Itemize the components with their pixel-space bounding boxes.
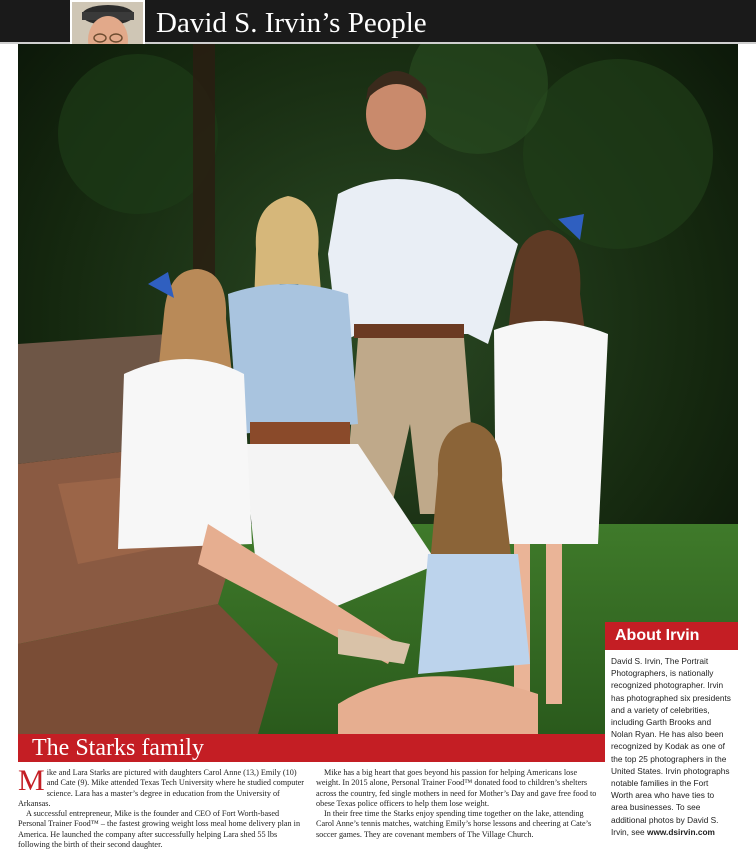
- about-irvin-body: [605, 650, 738, 838]
- about-irvin-website-link[interactable]: www.dsirvin.com: [646, 826, 715, 837]
- drop-cap: M: [18, 764, 45, 797]
- article-paragraph: In their free time the Starks enjoy spending time together on the lake, attending Carol Anne’s tennis matches, watching Emily’s horse lessons and cheering at Cate’s soccer games. They are covenant members of The Village Church.: [316, 809, 592, 839]
- caption-banner: [18, 734, 605, 762]
- article-paragraph: A successful entrepreneur, Mike is the founder and CEO of Fort Worth-based Personal Trainer Food™ – the fastest growing weight loss meal home delivery plan in America. He launched the company after successfully helping Lara shed 55 lbs following the birth of their second daughter.: [18, 809, 301, 850]
- article-paragraph-text: ike and Lara Starks are pictured with daughters Carol Anne (13,) Emily (10) and Cate (9). Mike attended Texas Tech University where he studied computer science. Lara has a master’s degree in education from the University of Arkansas.: [18, 768, 304, 808]
- caption-title: The Starks family: [32, 735, 204, 761]
- page-title: David S. Irvin’s People: [156, 7, 427, 39]
- about-irvin-heading: About Irvin: [605, 622, 738, 650]
- article-column-left: [18, 764, 306, 850]
- article-paragraph: Mike has a big heart that goes beyond his passion for helping Americans lose weight. In 2015 alone, Personal Trainer Food™ donated food to children’s shelters across the country, fed single mothers in need for Mother’s Day and gave free food to obese Texas police officers to help them lose weight.: [316, 768, 597, 808]
- article-body: [18, 764, 605, 864]
- about-irvin-text: David S. Irvin, The Portrait Photographers, is nationally recognized photographer. Irvin has photographed six presidents and a variety of celebrities, including Garth Brooks and Nolan Ryan. He has also been recognized by Kodak as one of the top 25 photographers in the United States. Irvin photographs notable families in the Fort Worth area who have ties to area businesses. To see additional photos by David S. Irvin, see: [611, 656, 731, 837]
- article-column-right: [316, 768, 602, 840]
- article-paragraph: [18, 764, 306, 809]
- about-irvin-sidebar: [605, 622, 738, 862]
